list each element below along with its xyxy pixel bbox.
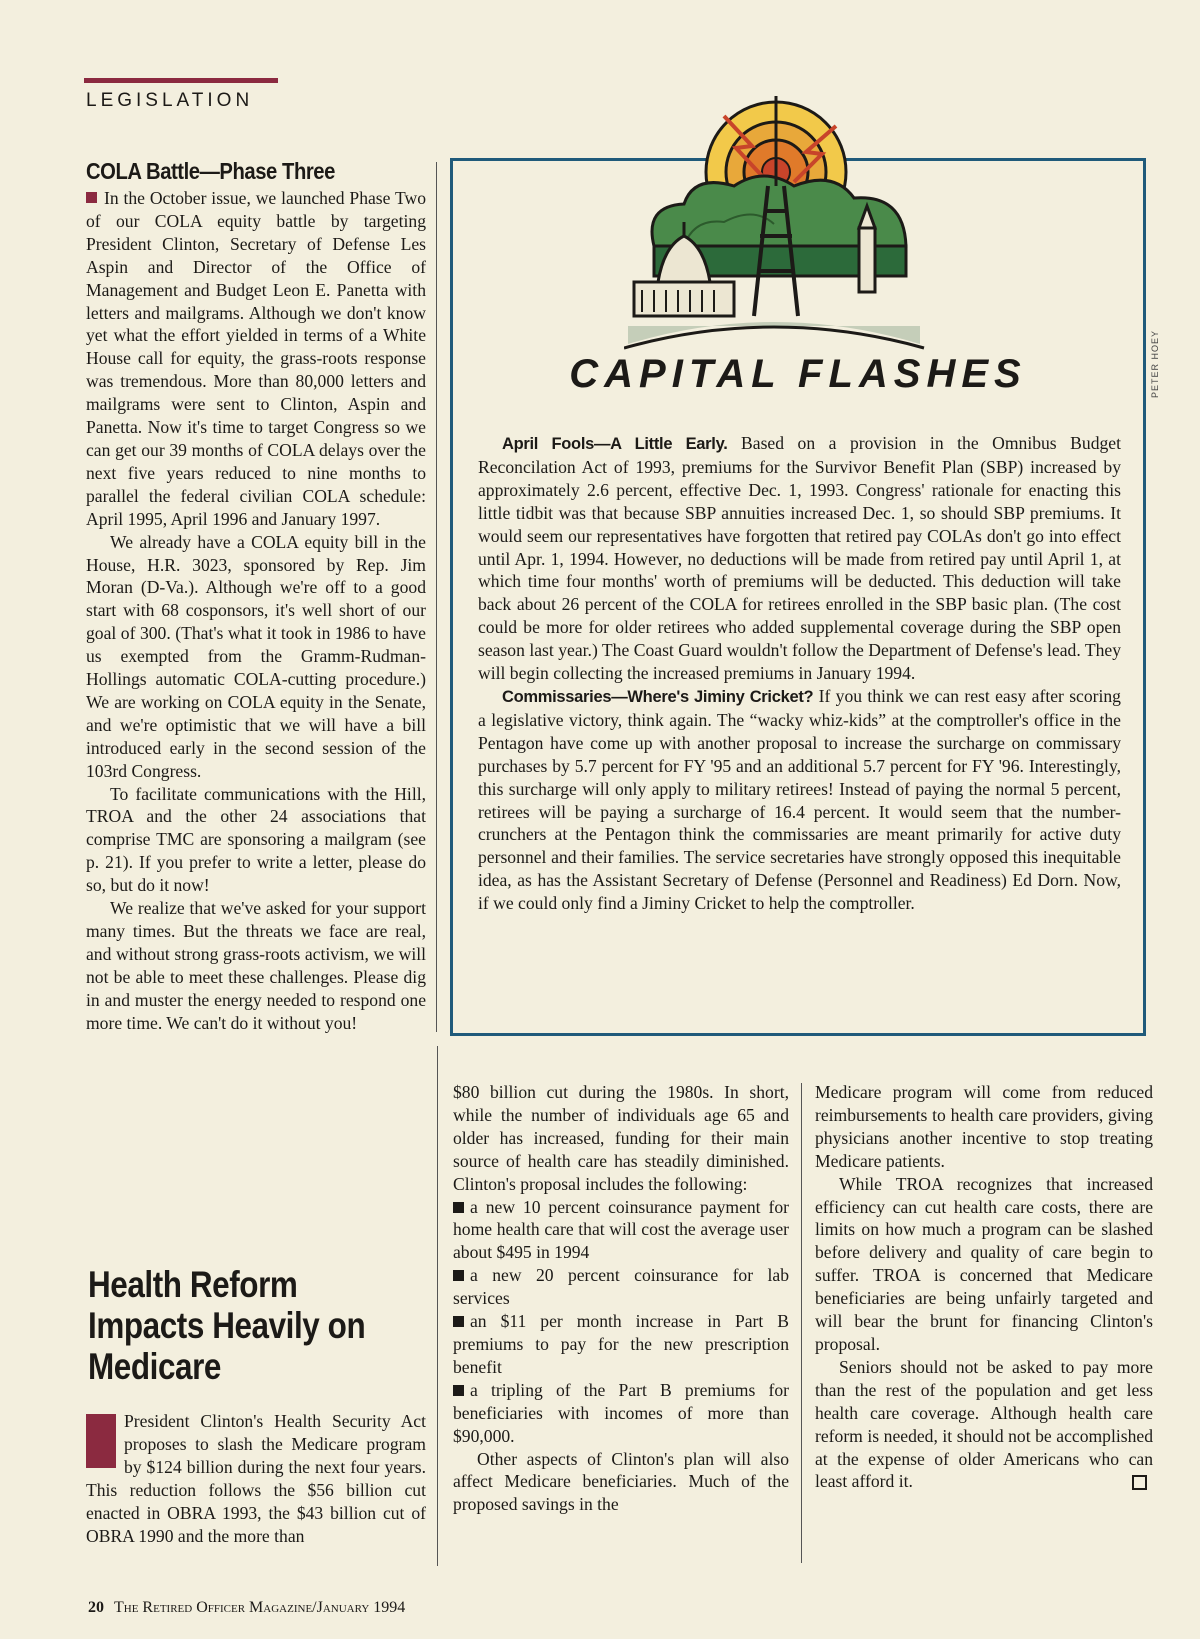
cola-paragraph-1: In the October issue, we launched Phase Two of our COLA equity battle by targeting President Clinton, Secretary of Defense Les Aspin and Director of the Office of Management and Budget Leon E. Panetta with letters and mailgrams. Although we don't know yet what the effort yielded in terms of a White House call for equity, the grass-roots response was tremendous. More than 80,000 letters and mailgrams were sent to Clinton, Aspin and Panetta. Now it's time to target Congress so we can get our 39 months of COLA delays over the next five years reduced to nine months to parallel the federal civilian COLA schedule: April 1995, April 1996 and January 1997.	[86, 188, 426, 529]
health-paragraph-6: Seniors should not be asked to pay more than the rest of the population and get less health care coverage. Although health care reform is needed, it should not be accomplished at the expense of older Americans who can least afford it.	[815, 1356, 1153, 1492]
section-label: LEGISLATION	[86, 90, 254, 111]
health-paragraph-2: $80 billion cut during the 1980s. In short, while the number of individuals age 65 and older has increased, funding for their main source of health care has steadily diminished. Clinton's proposal includes the following:	[453, 1082, 789, 1194]
capital-flashes-content	[478, 432, 1121, 915]
april-fools-text: Based on a provision in the Omnibus Budget Reconcilation Act of 1993, premiums for the Survivor Benefit Plan (SBP) increased by approximately 2.6 percent, effective Dec. 1, 1993. Congress' rationale for enacting this little tidbit was that because SBP annuities increased Dec. 1, so should SBP premiums. It would seem our representatives have forgotten that retired pay COLAs don't go into effect until Apr. 1, 1994. However, no deductions will be made from retired pay until April 1, at which time four months' worth of premiums will be deducted. This deduction will take back about 26 percent of the COLA for retirees enrolled in the SBP basic plan. (The cost could be more for older retirees who added supplemental coverage during the SBP open season last year.) The Coast Guard wouldn't follow the Department of Defense's lead. They will begin collecting the increased premiums in January 1994.	[478, 433, 1121, 684]
health-heading: Health Reform Impacts Heavily on Medicare	[88, 1264, 366, 1387]
health-paragraph-5: While TROA recognizes that increased efficiency can cut health care costs, there are limits on how much a program can be slashed before delivery and quality of care begin to suffer. TROA is concerned that Medicare beneficiaries are being unfairly targeted and will bear the brunt for financing Clinton's proposal.	[815, 1173, 1153, 1354]
health-paragraph-3: Other aspects of Clinton's plan will also affect Medicare beneficiaries. Much of the proposed savings in the	[453, 1448, 789, 1515]
page-footer	[88, 1599, 405, 1617]
bullet-item: a new 10 percent coinsurance payment for home health care that will cost the average user about $495 in 1994	[453, 1196, 789, 1263]
commissaries-lead: Commissaries—Where's Jiminy Cricket?	[502, 687, 814, 706]
magazine-name: The Retired Officer Magazine/January 1994	[114, 1599, 406, 1616]
bullet-item: a new 20 percent coinsurance for lab services	[453, 1265, 789, 1309]
section-rule	[84, 78, 278, 83]
cola-heading: COLA Battle—Phase Three	[86, 158, 335, 184]
health-paragraph-4: Medicare program will come from reduced reimbursements to health care providers, giving physicians another incentive to stop treating Medicare patients.	[815, 1082, 1153, 1171]
health-paragraph-1: President Clinton's Health Security Act proposes to slash the Medicare program by $124 billion during the next four years. This reduction follows the $56 billion cut enacted in OBRA 1993, the $43 billion cut of OBRA 1990 and the more than	[86, 1411, 426, 1546]
cola-article	[86, 158, 426, 1035]
bullet-marker	[453, 1385, 464, 1396]
bullet-item: a tripling of the Part B premiums for beneficiaries with incomes of more than $90,000.	[453, 1379, 789, 1446]
health-article-middle	[453, 1081, 789, 1516]
capital-flashes-title: CAPITAL FLASHES	[569, 352, 1027, 396]
bullet-marker	[453, 1270, 464, 1281]
column-divider	[437, 1046, 438, 1566]
illustration-credit: PETER HOEY	[1150, 330, 1160, 399]
page-number: 20	[88, 1599, 104, 1616]
capitol-broadcast-illustration	[624, 86, 940, 352]
bullet-item: an $11 per month increase in Part B premiums to pay for the new prescription benefit	[453, 1311, 789, 1377]
cola-paragraph-4: We realize that we've asked for your support many times. But the threats we face are real, and without strong grass-roots activism, we will not be able to meet these challenges. Please dig in and muster the energy needed to respond one more time. We can't do it without you!	[86, 898, 426, 1033]
drop-block	[86, 1414, 116, 1468]
health-article-end	[815, 1081, 1153, 1493]
section-marker	[86, 192, 97, 203]
end-mark-icon	[1132, 1475, 1147, 1490]
cola-paragraph-2: We already have a COLA equity bill in the House, H.R. 3023, sponsored by Rep. Jim Moran (D-Va.). Although we're off to a good start with 68 cosponsors, it's well short of our goal of 300. (That's what it took in 1986 to have us exempted from the Gramm-Rudman-Hollings automatic COLA-cutting procedure.) We are working on COLA equity in the Senate, and we're optimistic that we will have a bill introduced early in the second session of the 103rd Congress.	[86, 531, 426, 781]
bullet-marker	[453, 1202, 464, 1213]
health-article-start	[86, 1410, 426, 1547]
column-divider	[436, 162, 437, 1032]
column-divider	[801, 1083, 802, 1563]
commissaries-text: If you think we can rest easy after scoring a legislative victory, think again. The “wacky whiz-kids” at the comptroller's office in the Pentagon have come up with another proposal to increase the surcharge on commissary purchases by 5.7 percent for FY '95 and an additional 5.7 percent for FY '96. Interestingly, this surcharge will only apply to military retirees! Instead of paying the normal 5 percent, retirees will be paying a surcharge of 16.4 percent. It would seem that the number-crunchers at the Pentagon think the commissaries are meant primarily for active duty personnel and their families. The service secretaries have strongly opposed this inequitable idea, as has the Assistant Secretary of Defense (Personnel and Readiness) Ed Dorn. Now, if we could only find a Jiminy Cricket to help the comptroller.	[478, 685, 1121, 914]
cola-paragraph-3: To facilitate communications with the Hill, TROA and the other 24 associations that comprise TMC are sponsoring a mailgram (see p. 21). If you prefer to write a letter, please do so, but do it now!	[86, 783, 426, 896]
bullet-marker	[453, 1316, 464, 1327]
april-fools-lead: April Fools—A Little Early.	[502, 435, 728, 453]
